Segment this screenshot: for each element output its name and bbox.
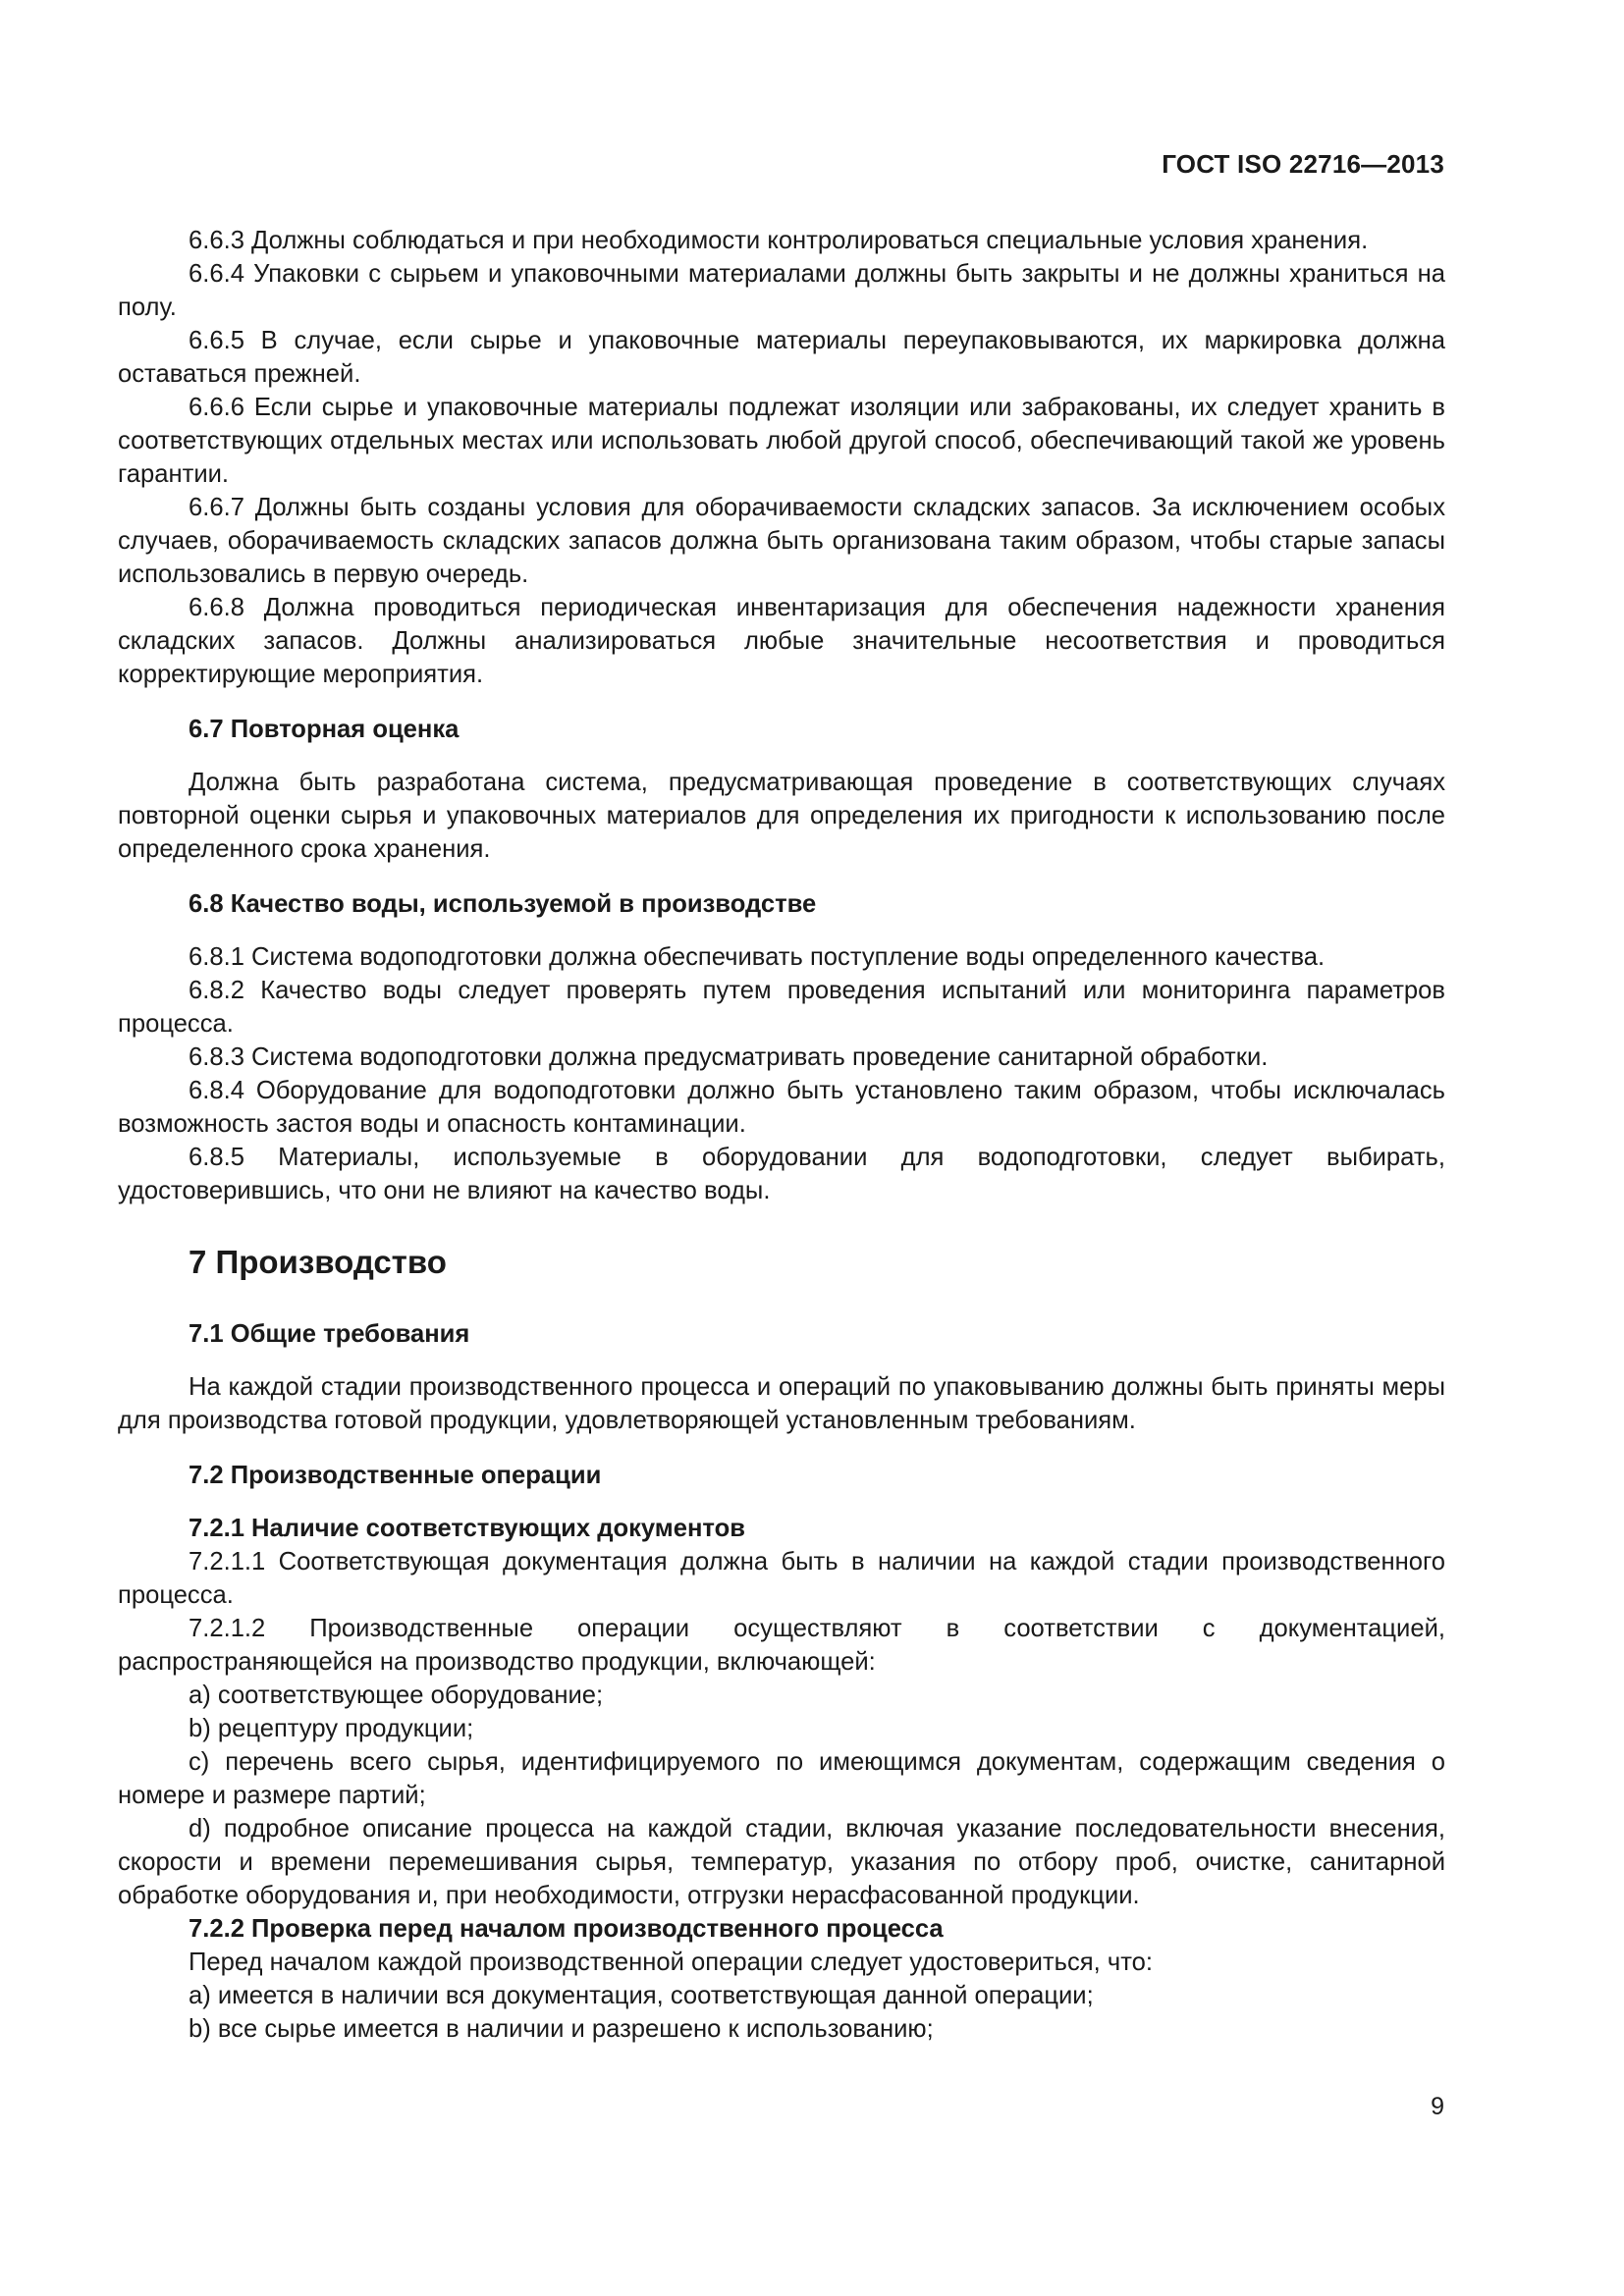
clause-6-6-8: 6.6.8 Должна проводиться периодическая инвентаризация для обеспечения надежности хранения складских запасов. Должны анализироваться любые значительные несоответствия и проводиться корректирующие мероприятия. bbox=[118, 594, 1445, 688]
list-item-b: b) рецептуру продукции; bbox=[189, 1715, 474, 1742]
clause-7-2-1-1: 7.2.1.1 Соответствующая документация должна быть в наличии на каждой стадии производственного процесса. bbox=[118, 1548, 1445, 1609]
check-item-b: b) все сырье имеется в наличии и разрешено к использованию; bbox=[189, 2015, 934, 2043]
page-number: 9 bbox=[1431, 2093, 1444, 2120]
heading-6-7: 6.7 Повторная оценка bbox=[189, 716, 460, 743]
standard-code: ГОСТ ISO 22716—2013 bbox=[1162, 149, 1444, 179]
clause-6-8-1: 6.8.1 Система водоподготовки должна обеспечивать поступление воды определенного качества. bbox=[189, 943, 1326, 971]
clause-7-1-text: На каждой стадии производственного процесса и операций по упаковыванию должны быть приняты меры для производства готовой продукции, удовлетворяющей установленным требованиям. bbox=[118, 1373, 1445, 1434]
heading-7-2: 7.2 Производственные операции bbox=[189, 1462, 602, 1489]
clause-7-2-2-intro: Перед началом каждой производственной операции следует удостовериться, что: bbox=[189, 1949, 1153, 1976]
clause-6-6-6: 6.6.6 Если сырье и упаковочные материалы подлежат изоляции или забракованы, их следует хранить в соответствующих отдельных местах или использовать любой другой способ, обеспечивающий такой же уровень гарантии. bbox=[118, 394, 1445, 488]
page-body bbox=[118, 224, 1445, 2046]
clause-6-8-5: 6.8.5 Материалы, используемые в оборудовании для водоподготовки, следует выбирать, удостоверившись, что они не влияют на качество воды. bbox=[118, 1144, 1445, 1204]
check-item-a: a) имеется в наличии вся документация, соответствующая данной операции; bbox=[189, 1982, 1094, 2009]
clause-6-6-4: 6.6.4 Упаковки с сырьем и упаковочными материалами должны быть закрыты и не должны храниться на полу. bbox=[118, 260, 1445, 321]
clause-6-6-5: 6.6.5 В случае, если сырье и упаковочные материалы переупаковываются, их маркировка должна оставаться прежней. bbox=[118, 327, 1445, 388]
clause-7-2-1-2: 7.2.1.2 Производственные операции осуществляют в соответствии с документацией, распространяющейся на производство продукции, включающей: bbox=[118, 1615, 1445, 1676]
list-item-c: c) перечень всего сырья, идентифицируемого по имеющимся документам, содержащим сведения о номере и размере партий; bbox=[118, 1748, 1445, 1809]
clause-6-6-7: 6.6.7 Должны быть созданы условия для оборачиваемости складских запасов. За исключением особых случаев, оборачиваемость складских запасов должна быть организована таким образом, чтобы старые запасы использовались в первую очередь. bbox=[118, 494, 1445, 588]
heading-7-1: 7.1 Общие требования bbox=[189, 1320, 470, 1348]
clause-6-8-3: 6.8.3 Система водоподготовки должна предусматривать проведение санитарной обработки. bbox=[189, 1043, 1269, 1071]
clause-6-8-4: 6.8.4 Оборудование для водоподготовки должно быть установлено таким образом, чтобы исключалась возможность застоя воды и опасность контаминации. bbox=[118, 1077, 1445, 1138]
clause-6-6-3: 6.6.3 Должны соблюдаться и при необходимости контролироваться специальные условия хранения. bbox=[189, 227, 1369, 254]
list-item-d: d) подробное описание процесса на каждой стадии, включая указание последовательности внесения, скорости и времени перемешивания сырья, температур, указания по отбору проб, очистке, санитарной обработке оборудования и, при необходимости, отгрузки нерасфасованной продукции. bbox=[118, 1815, 1445, 1909]
heading-7-2-2: 7.2.2 Проверка перед началом производственного процесса bbox=[189, 1915, 944, 1943]
heading-6-8: 6.8 Качество воды, используемой в производстве bbox=[189, 890, 817, 918]
clause-6-7-text: Должна быть разработана система, предусматривающая проведение в соответствующих случаях повторной оценки сырья и упаковочных материалов для определения их пригодности к использованию после определенного срока хранения. bbox=[118, 769, 1445, 863]
heading-7-2-1: 7.2.1 Наличие соответствующих документов bbox=[189, 1515, 745, 1542]
clause-6-8-2: 6.8.2 Качество воды следует проверять путем проведения испытаний или мониторинга параметров процесса. bbox=[118, 977, 1445, 1038]
list-item-a: a) соответствующее оборудование; bbox=[189, 1682, 604, 1709]
heading-7: 7 Производство bbox=[189, 1244, 447, 1280]
